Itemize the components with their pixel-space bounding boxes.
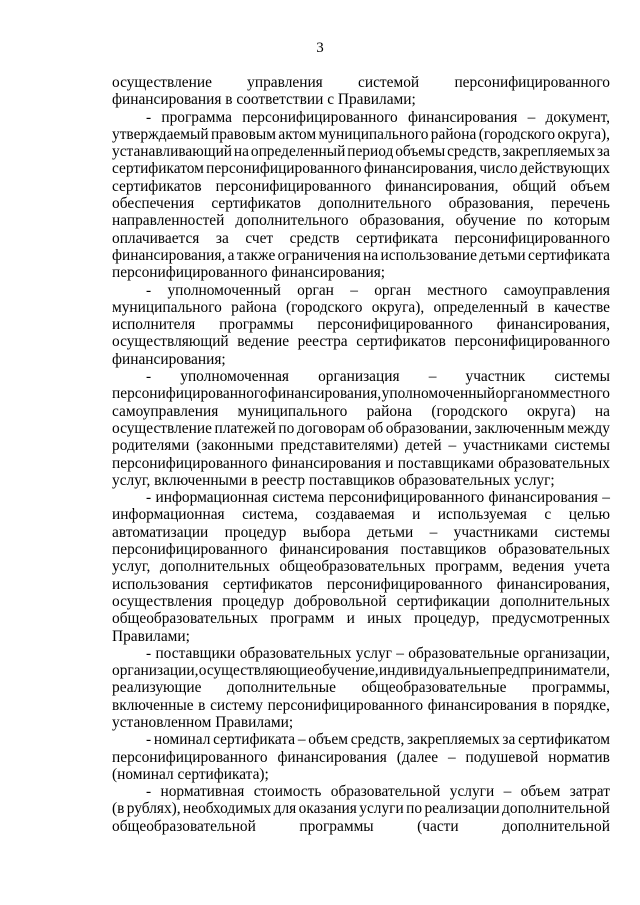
text-line: персонифицированного финансирования поставщиков образовательных [112, 541, 610, 559]
text-line: сертификатов персонифицированного финансирования, общий объем [112, 177, 610, 195]
text-line: включенные в систему персонифицированного финансирования в порядке, [112, 696, 610, 714]
text-line: осуществляющий ведение реестра сертификатов персонифицированного [112, 333, 610, 351]
text-line: финансирования; [112, 350, 226, 368]
text-line: персонифицированного финансирования и поставщиками образовательных [112, 454, 610, 472]
text-line: - поставщики образовательных услуг – образовательные организации, [146, 644, 610, 662]
text-line: сертификатом персонифицированного финансирования, число действующих [112, 160, 610, 178]
text-line: персонифицированного финансирования, уполномоченный органом местного [112, 385, 610, 403]
text-line: самоуправления муниципального района (городского округа) на [112, 402, 610, 420]
page-number: 3 [316, 40, 324, 56]
text-line: использования сертификатов персонифицированного финансирования, [112, 575, 610, 593]
text-line: родителями (законными представителями) детей – участниками системы [112, 437, 610, 455]
text-line: общеобразовательных программ и иных процедур, предусмотренных [112, 610, 610, 628]
text-line: осуществление платежей по договорам об образовании, заключенным между [112, 419, 610, 437]
document-body [112, 74, 610, 835]
text-line: осуществление управления системой персонифицированного [112, 74, 610, 91]
text-line: - информационная система персонифицированного финансирования – [146, 489, 610, 507]
text-line: информационная система, создаваемая и используемая с целью [112, 506, 610, 524]
text-line: обеспечения сертификатов дополнительного образования, перечень [112, 195, 610, 213]
text-line: финансирования в соответствии с Правилами; [112, 91, 416, 109]
text-line: исполнителя программы персонифицированного финансирования, [112, 316, 610, 334]
text-line: персонифицированного финансирования; [112, 264, 386, 282]
text-line: Правилами; [112, 627, 190, 645]
text-line: (в рублях), необходимых для оказания услуги по реализации дополнительной [112, 800, 610, 818]
text-line: персонифицированного финансирования (далее – подушевой норматив [112, 748, 610, 766]
text-line: утверждаемый правовым актом муниципального района (городского округа), [112, 125, 610, 143]
text-line: организации, осуществляющие обучение, индивидуальные предприниматели, [112, 662, 610, 680]
text-line: - уполномоченный орган – орган местного самоуправления [146, 281, 610, 299]
text-line: - уполномоченная организация – участник системы [146, 368, 610, 386]
text-line: услуг, дополнительных общеобразовательных программ, ведения учета [112, 558, 610, 576]
text-line: - номинал сертификата – объем средств, закрепляемых за сертификатом [146, 731, 610, 749]
text-line: услуг, включенными в реестр поставщиков образовательных услуг; [112, 471, 555, 489]
text-line: реализующие дополнительные общеобразовательные программы, [112, 679, 610, 697]
text-line: общеобразовательной программы (части дополнительной [112, 817, 610, 835]
text-line: направленностей дополнительного образования, обучение по которым [112, 212, 610, 230]
text-line: (номинал сертификата); [112, 765, 269, 783]
text-line: установленном Правилами; [112, 713, 294, 731]
text-line: устанавливающий на определенный период объемы средств, закрепляемых за [112, 143, 610, 161]
text-line: осуществления процедур добровольной сертификации дополнительных [112, 592, 610, 610]
text-line: муниципального района (городского округа), определенный в качестве [112, 298, 610, 316]
text-line: оплачивается за счет средств сертификата персонифицированного [112, 229, 610, 247]
text-line: - программа персонифицированного финансирования – документ, [146, 108, 610, 126]
text-line: - нормативная стоимость образовательной услуги – объем затрат [146, 783, 610, 801]
text-line: финансирования, а также ограничения на использование детьми сертификата [112, 246, 610, 264]
text-line: автоматизации процедур выбора детьми – участниками системы [112, 523, 610, 541]
